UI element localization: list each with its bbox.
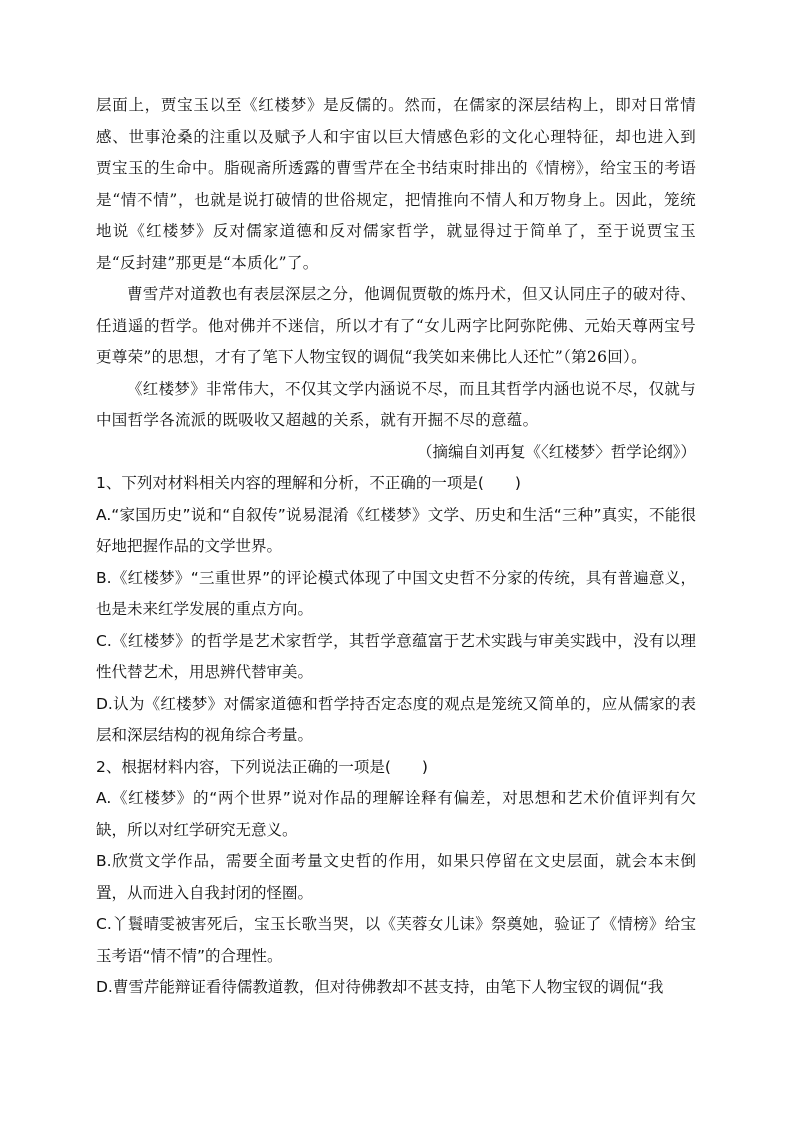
question-1-stem: 1、下列对材料相关内容的理解和分析，不正确的一项是( ) bbox=[96, 474, 521, 492]
passage-source: （摘编自刘再复《〈红楼梦〉哲学论纲》） bbox=[416, 442, 696, 461]
question-1-option-d: D.认为《红楼梦》对儒家道德和哲学持否定态度的观点是笼统又简单的，应从儒家的表层和深层结构的视角综合考量。 bbox=[96, 694, 696, 744]
question-2-stem: 2、根据材料内容，下列说法正确的一项是( ) bbox=[96, 757, 428, 776]
questions bbox=[96, 468, 696, 1004]
question-2-option-d: D.曹雪芹能辩证看待儒教道教，但对待佛教却不甚支持，由笔下人物宝钗的调侃“我 bbox=[96, 978, 664, 996]
question-1-option-b: B.《红楼梦》“三重世界”的评论模式体现了中国文史哲不分家的传统，具有普遍意义，也是未来红学发展的重点方向。 bbox=[96, 568, 696, 618]
passage-paragraph-1: 层面上，贾宝玉以至《红楼梦》是反儒的。然而，在儒家的深层结构上，即对日常情感、世事沧桑的注重以及赋予人和宇宙以巨大情感色彩的文化心理特征，却也进入到贾宝玉的生命中。脂砚斋所透露的曹雪芹在全书结束时排出的《情榜》，给宝玉的考语是“情不情”，也就是说打破情的世俗规定，把情推向不情人和万物身上。因此，笼统地说《红楼梦》反对儒家道德和反对儒家哲学，就显得过于简单了，至于说贾宝玉是“反封建”那更是“本质化”了。 bbox=[96, 96, 696, 272]
question-1-option-a: A.“家国历史”说和“自叙传”说易混淆《红楼梦》文学、历史和生活“三种”真实，不能很好地把握作品的文学世界。 bbox=[96, 505, 696, 555]
question-2-option-b: B.欣赏文学作品，需要全面考量文史哲的作用，如果只停留在文史层面，就会本末倒置，从而进入自我封闭的怪圈。 bbox=[96, 852, 696, 902]
question-2-option-c: C.丫鬟晴雯被害死后，宝玉长歌当哭，以《芙蓉女儿诔》祭奠她，验证了《情榜》给宝玉考语“情不情”的合理性。 bbox=[96, 915, 696, 965]
passage bbox=[96, 90, 696, 437]
passage-paragraph-2: 曹雪芹对道教也有表层深层之分，他调侃贾敬的炼丹术，但又认同庄子的破对待、任逍遥的哲学。他对佛并不迷信，所以才有了“女儿两字比阿弥陀佛、元始天尊两宝号更尊荣”的思想，才有了笔下人物宝钗的调侃“我笑如来佛比人还忙”（第26回）。 bbox=[96, 285, 696, 366]
question-1 bbox=[96, 468, 696, 752]
question-2 bbox=[96, 752, 696, 1004]
question-1-option-c: C.《红楼梦》的哲学是艺术家哲学，其哲学意蕴富于艺术实践与审美实践中，没有以理性代替艺术，用思辨代替审美。 bbox=[96, 631, 696, 681]
passage-paragraph-3: 《红楼梦》非常伟大，不仅其文学内涵说不尽，而且其哲学内涵也说不尽，仅就与中国哲学各流派的既吸收又超越的关系，就有开掘不尽的意蕴。 bbox=[96, 379, 696, 429]
question-2-option-a: A.《红楼梦》的“两个世界”说对作品的理解诠释有偏差，对思想和艺术价值评判有欠缺，所以对红学研究无意义。 bbox=[96, 789, 696, 839]
document-page bbox=[96, 90, 696, 1004]
